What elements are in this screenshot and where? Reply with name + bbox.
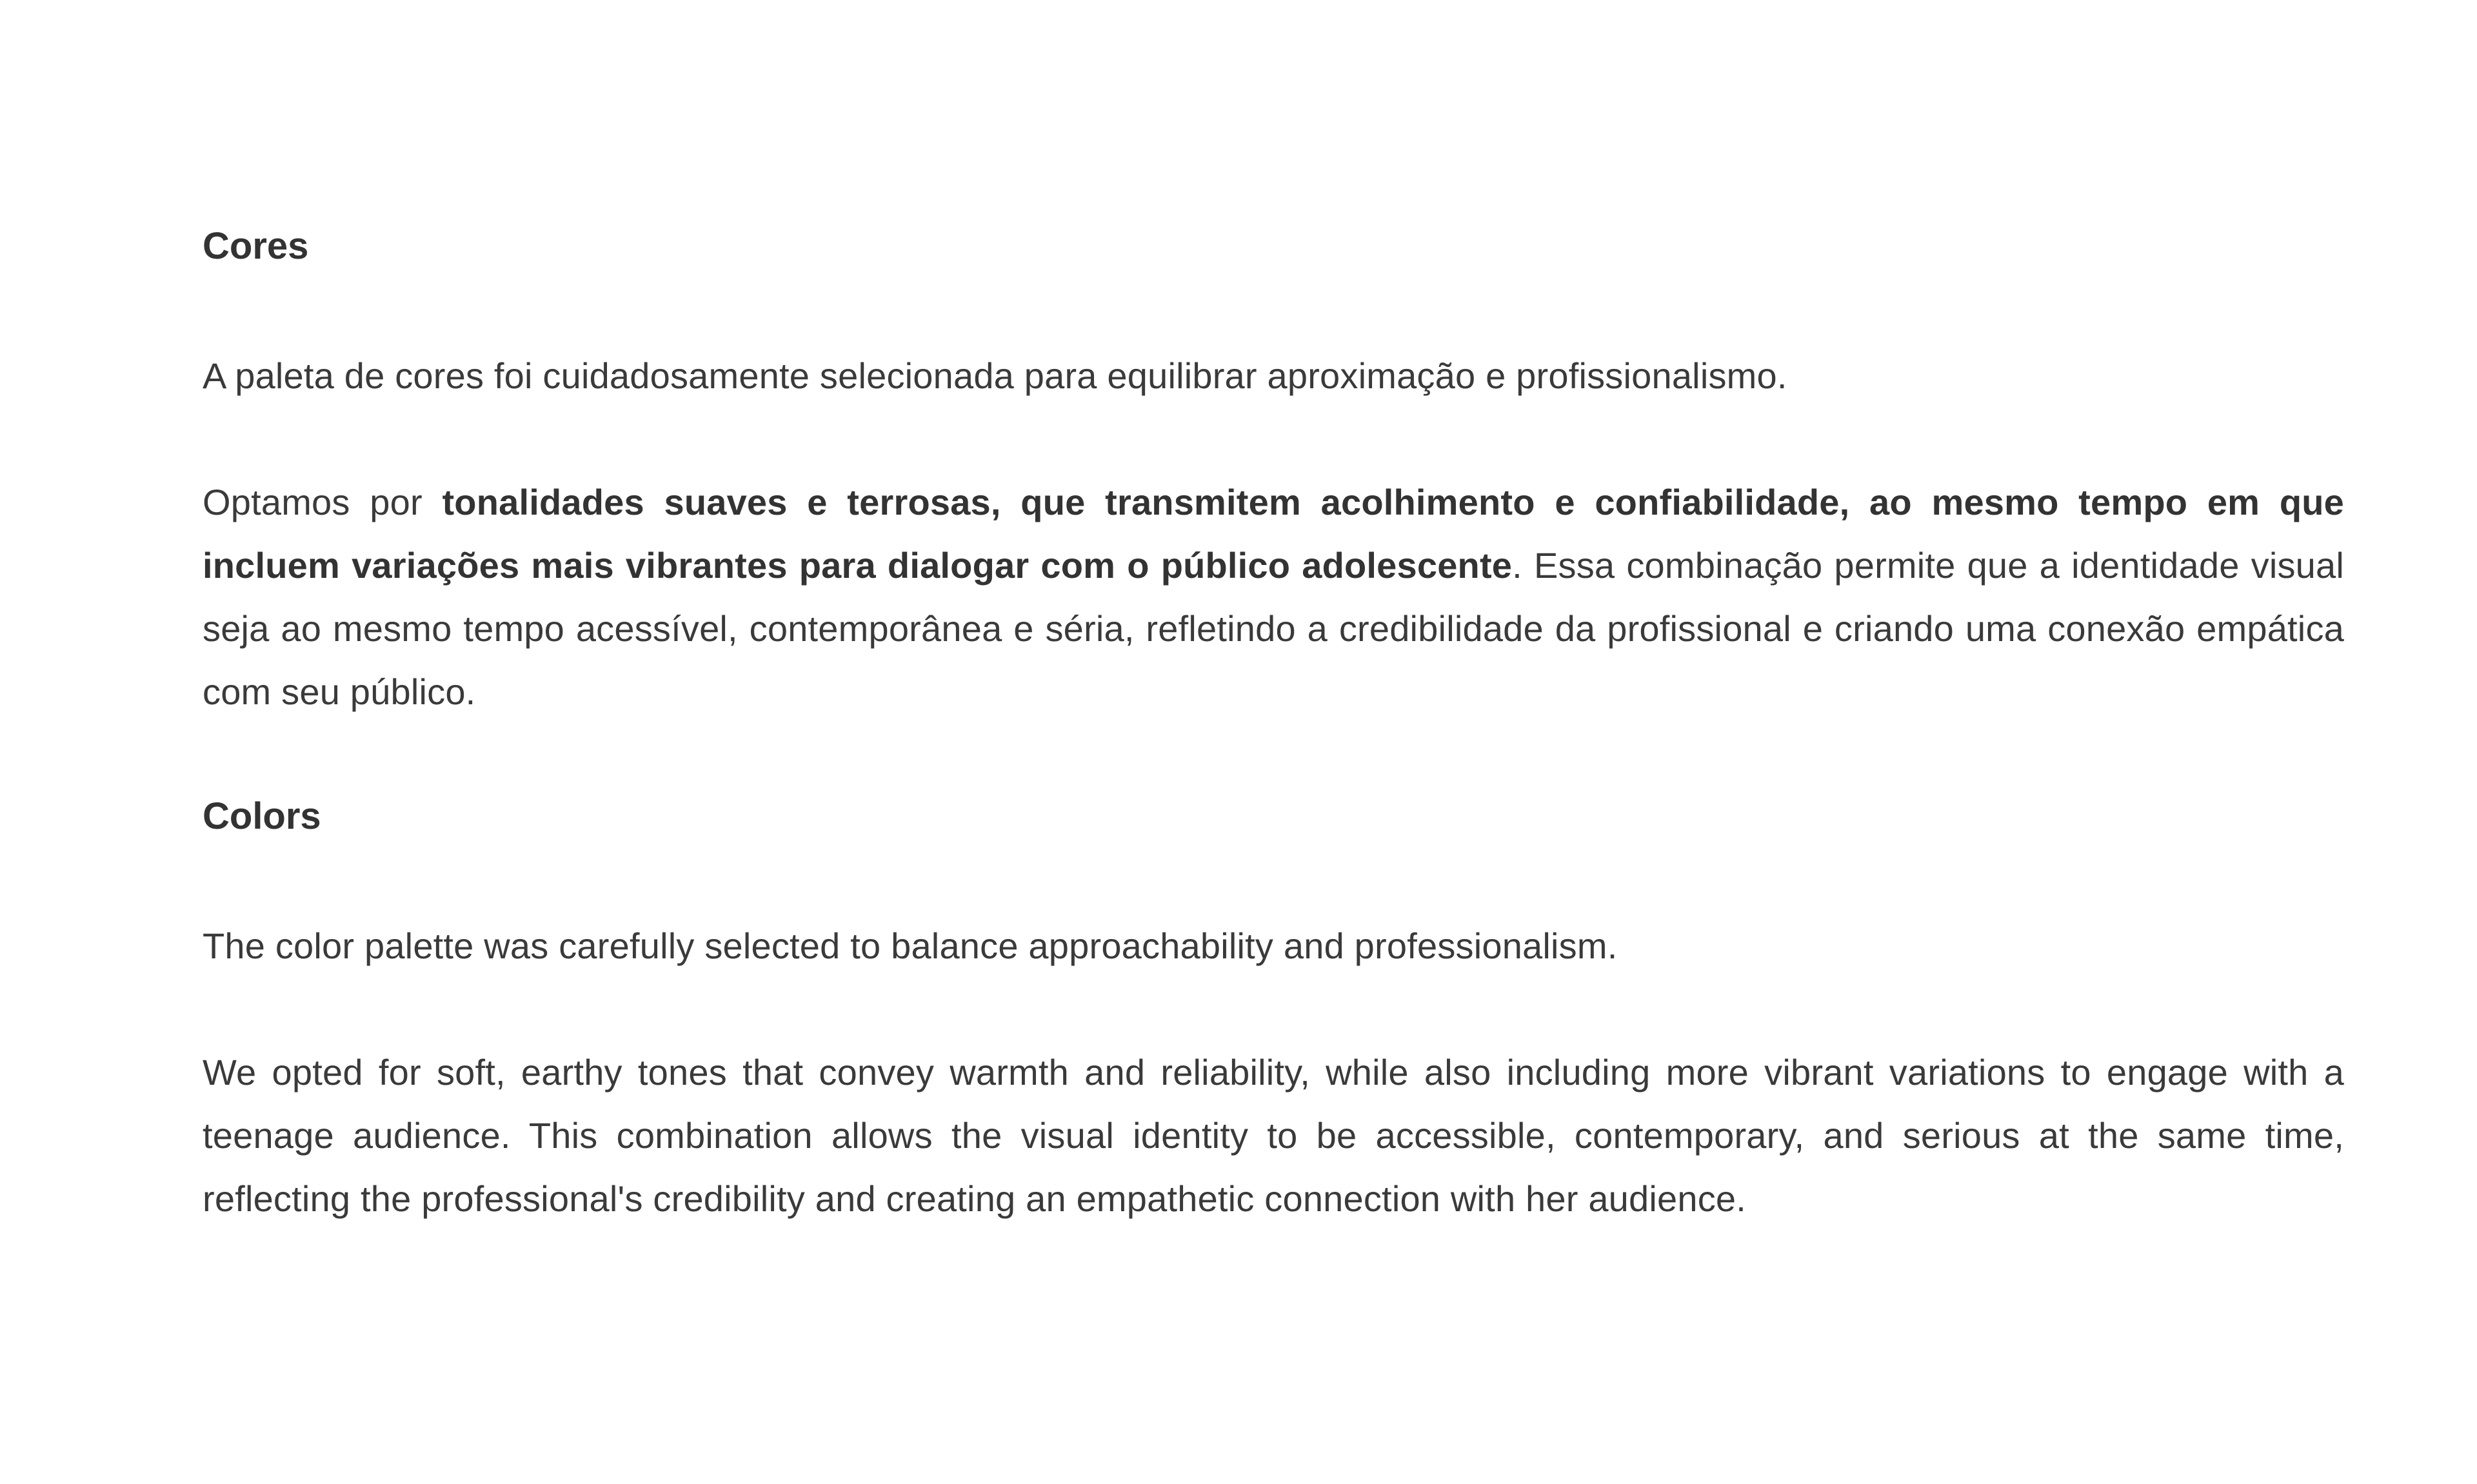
paragraph-detail-en: We opted for soft, earthy tones that convey warmth and reliability, while also including more vibrant variations to engage with a teenage audience. This combination allows the visual identity to be accessible, contemporary, and serious at the same time, reflecting the professional's credibility and creating an empathetic connection with her audience. <box>203 1052 2344 1219</box>
detail-suffix-pt: . Essa combinação permite que a identidade visual seja ao mesmo tempo acessível, contemporânea e séria, refletindo a credibilidade da profissional e criando uma conexão empática com seu público. <box>203 545 2344 712</box>
paragraph-intro-en: The color palette was carefully selected to balance approachability and professionalism. <box>203 925 1618 966</box>
paragraph-intro-pt: A paleta de cores foi cuidadosamente selecionada para equilibrar aproximação e profissionalismo. <box>203 355 1787 396</box>
detail-prefix-pt: Optamos por <box>203 482 443 522</box>
document-body <box>203 218 2344 1231</box>
section-portuguese <box>203 218 2344 724</box>
paragraph-detail-pt <box>203 471 2344 724</box>
section-english <box>203 788 2344 1231</box>
section-heading-colors: Colors <box>203 795 321 837</box>
section-heading-cores: Cores <box>203 225 309 267</box>
detail-emphasis-pt: tonalidades suaves e terrosas, que transmitem acolhimento e confiabilidade, ao mesmo tempo em que incluem variações mais vibrantes para dialogar com o público adolescente <box>203 482 2344 586</box>
